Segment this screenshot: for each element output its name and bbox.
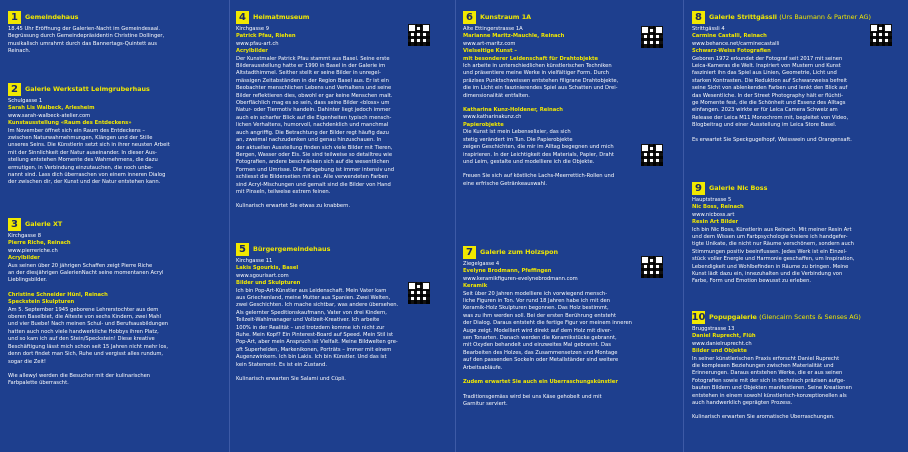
- venue-subtitle: (Urs Baumann & Partner AG): [779, 13, 871, 21]
- text-line: Augenzwinkern. Ich bin Lakis. Ich bin Künstler. Und das ist: [236, 354, 387, 361]
- highlight-line: Papierobjekte: [463, 121, 504, 128]
- text-line: sogar die Zeit!: [8, 358, 47, 365]
- text-line: Arbeitsabläufe.: [463, 364, 503, 371]
- section-number-badge: 10: [691, 311, 706, 323]
- text-line: an, zweimal nachzudenken und genau hinzuschauen. In: [236, 137, 382, 144]
- text-line: die im Licht ein faszinierendes Spiel aus Schatten und Drei-: [463, 85, 618, 92]
- text-line: und dem Wissen um Farbpsychologie kreiere ich handgefer-: [692, 234, 848, 241]
- text-line: Kulinarisch erwarten Sie Salami und Cüpli.: [236, 376, 346, 383]
- text-line: Beschäftigung lässt mich schon seit 15 Jahren nicht mehr los,: [8, 343, 168, 350]
- section-title: [25, 220, 62, 228]
- highlight-line: Acrylbilder: [236, 48, 268, 55]
- text-line: Freuen Sie sich auf köstliche Lachs-Meerrettich-Rollen und: [463, 173, 615, 180]
- text-line: schliesst die Bildersetien mit ein. Alle verwendeten Farben: [236, 174, 389, 181]
- venue-name: Kunstraum 1A: [480, 13, 532, 21]
- text-line: Kulinarisch erwarten Sie aromatische Überraschungen.: [692, 414, 835, 421]
- text-line: mit Pinseln, teilweise extrem feinen.: [236, 188, 331, 195]
- text-line: 100% in der Realität – und trotzdem komme ich nicht zur: [236, 324, 385, 331]
- qr-code: [639, 254, 665, 280]
- highlight-line: Daniel Ruprecht, Flüh: [692, 333, 756, 340]
- text-line: Die Kunst ist mein Lebenselixier, das sich: [463, 129, 571, 136]
- gallery-section: [692, 181, 902, 286]
- text-line: Kunst lädt dazu ein, innezuhalten und die Verbindung von: [692, 271, 843, 278]
- gallery-section: [692, 310, 902, 422]
- text-line: Schulgasse 1: [8, 98, 43, 104]
- venue-name: Heimatmuseum: [253, 13, 310, 21]
- text-line: Geboren 1972 erkundet der Fotograf seit 2017 mit seinen: [692, 55, 843, 62]
- highlight-line: Patrick Pfau, Riehen: [236, 33, 296, 40]
- text-line: Release der Leica M11 Monochrom mit, begleitet von Video,: [692, 114, 849, 121]
- text-line: Auge zeigt. Modelliert wird direkt auf dem Holz mit diver-: [463, 327, 612, 334]
- text-line: Oberflächlich mag es so sein, dass seine Bilder «bloss» um: [236, 100, 390, 107]
- text-line: Garnitur serviert.: [463, 400, 508, 407]
- highlight-line: Marianne Maritz-Mauchle, Reinach: [463, 33, 565, 40]
- text-line: Pop-Art, aber mein Anspruch ist Vielfalt. Meine Bildwelten gre-: [236, 339, 398, 346]
- text-line: Kirchgasse 8: [8, 233, 42, 239]
- text-line: denn dort findet man Sich, Ruhe und vergisst alles rundum,: [8, 351, 164, 358]
- section-title: [253, 245, 330, 253]
- text-line: und so kam ich auf den Stein/Speckstein! Diese kreative: [8, 336, 155, 343]
- text-line: Bilderausstellung hatte er 1990 in Basel in der Galerie im: [236, 63, 386, 70]
- text-line: www.pierreriche.ch: [8, 247, 58, 254]
- text-line: Fotografien, andere beschränken sich auf die wesentlichen: [236, 159, 390, 166]
- text-line: kein Statement. Es ist ein Zustand.: [236, 361, 327, 368]
- highlight-line: Bilder und Objekte: [692, 348, 747, 355]
- section-title: [480, 13, 531, 21]
- venue-name: Galerie Nic Boss: [709, 184, 768, 192]
- section-header: [8, 10, 218, 24]
- text-line: Reinach.: [8, 48, 31, 55]
- text-line: www.nicboss.art: [692, 211, 735, 218]
- venue-subtitle: (Glencairn Scents & Senses AG): [759, 313, 861, 321]
- text-line: Farbe, Form und Emotion bewusst zu erleben.: [692, 278, 812, 285]
- spacer: [463, 372, 673, 379]
- text-line: Ich arbeite in unterschiedlichen künstlerischen Techniken: [463, 63, 612, 70]
- text-line: auch handwerklich geprägten Prozess.: [692, 400, 793, 407]
- qr-code: [639, 142, 665, 168]
- section-header: [8, 82, 218, 96]
- text-line: Bruggstrasse 13: [692, 326, 735, 332]
- text-line: ge Momente fest, die die Schönheit und Essenz des Alltags: [692, 100, 846, 107]
- highlight-line: Pierre Riche, Reinach: [8, 240, 71, 247]
- text-line: Bergen, Wasser oder Eis. Sie sind teilweise so detailtreu wie: [236, 151, 393, 158]
- text-line: Leica-Kameras die Welt. Inspiriert von Mustern und Kunst: [692, 63, 841, 70]
- section-header: [692, 310, 902, 324]
- text-line: und vier Buebe! Nach meinen Schul- und Berufsausbildungen: [8, 321, 169, 328]
- highlight-line: Vielseitige Kunst –: [463, 48, 517, 55]
- text-line: sen Tonarten. Danach werden die Keramikstücke gebrannt,: [463, 335, 617, 342]
- highlight-line: Christine Schneider Hünl, Reinach: [8, 291, 108, 298]
- gallery-section: [236, 242, 446, 384]
- text-line: seine Sicht von ablenkenden Farben und lenkt den Blick auf: [692, 85, 848, 92]
- spacer: [8, 285, 218, 292]
- highlight-line: Speckstein Skulpturen: [8, 299, 75, 306]
- text-line: auch ein scharfer Blick auf die Eigenheiten typisch mensch-: [236, 114, 392, 121]
- highlight-line: Keramik: [463, 283, 488, 290]
- highlight-line: mit besonderer Leidenschaft für Drahtobjekte: [463, 55, 599, 62]
- highlight-line: Lakis Sgourkis, Basel: [236, 265, 299, 272]
- venue-name: Bürgergemeindehaus: [253, 245, 331, 253]
- text-line: Begrüssung durch Gemeindepräsidentin Christine Dollinger,: [8, 33, 165, 40]
- text-line: tigte Unikate, die nicht nur Räume verschönern, sondern auch: [692, 241, 854, 248]
- section-title: [253, 13, 309, 21]
- highlight-line: Evelyne Brodmann, Pfeffingen: [463, 268, 552, 275]
- text-line: www.katharinakunz.ch: [463, 114, 522, 121]
- text-line: www.pfau-art.ch: [236, 40, 279, 47]
- text-line: Kirchgasse 9: [236, 26, 270, 32]
- spacer: [236, 196, 446, 203]
- venue-name: Galerie XT: [25, 220, 63, 228]
- highlight-line: Schwarz-Weiss Fotografien: [692, 48, 771, 55]
- text-line: oberen Baselbiet, die Älteste von sechs Kindern, zwei Mahl: [8, 314, 161, 321]
- highlight-line: Bilder und Skulpturen: [236, 280, 301, 287]
- highlight-line: Nic Boss, Reinach: [692, 204, 744, 211]
- text-line: Formen und Umrisse. Die Farbgebung ist immer intensiv und: [236, 166, 395, 173]
- text-line: mit der Sinnlichkeit der Natur auseinander. In dieser Aus-: [8, 149, 157, 156]
- text-line: liche Figuren in Ton. Vor rund 18 Jahren habe ich mit den: [463, 298, 610, 305]
- text-line: Stimmungen positiv beeinflussen. Jedes Werk ist ein Einzel-: [692, 248, 847, 255]
- section-number-badge: 9: [692, 182, 705, 195]
- highlight-line: Kunstausstellung «Raum des Entdeckens»: [8, 120, 132, 127]
- text-line: die komplexen Beziehungen zwischen Materialität und: [692, 363, 834, 370]
- text-line: sind Acryl-Mischungen und gemalt sind die Bilder von Hand: [236, 181, 391, 188]
- text-line: Wie allewyl werden die Besucher mit der kulinarischen: [8, 372, 151, 379]
- text-line: nannt sind. Lass dich überraschen von einem inneren Dialog: [8, 172, 166, 179]
- section-title: [709, 184, 767, 192]
- text-line: Im November öffnet sich ein Raum des Entdeckens –: [8, 127, 145, 134]
- highlight-line: Zudem erwartet Sie auch ein Überraschungskünstler: [463, 379, 618, 386]
- text-line: Hauptstrasse 5: [692, 197, 732, 203]
- text-line: entstehen in einem sowohl künstlerisch-konzeptionellen als: [692, 392, 847, 399]
- text-line: auf den passenden Sockeln oder Metallständer sind weitere: [463, 357, 619, 364]
- section-number-badge: 7: [463, 246, 476, 259]
- text-line: unseres Seins. Die Künstlerin setzt sich in ihrer neusten Arbeit: [8, 142, 170, 149]
- text-line: auch angriffig. Die Betrachtung der Bilder regt häufig dazu: [236, 129, 389, 136]
- text-line: Es erwartet Sie Speckgugelhopf, Weisswein und Orangensaft.: [692, 136, 852, 143]
- text-line: Erinnerungen. Daraus entstehen Werke, die er aus seinen: [692, 370, 843, 377]
- spacer: [463, 100, 673, 107]
- column-divider: [455, 0, 456, 452]
- venue-name: Galerie Strittgässli: [709, 13, 777, 21]
- text-line: der zwischen dir, der Kunst und der Natur entstehen kann.: [8, 179, 161, 186]
- text-line: stetig verändert im Tun. Die Papierobjekte: [463, 136, 573, 143]
- highlight-line: Carmine Castalli, Reinach: [692, 33, 767, 40]
- text-line: oft Superhelden, Markenikonen, Porträts – immer mit einem: [236, 346, 392, 353]
- text-line: mässigen Zeitabständen in der Region Basel aus. Er ist ein: [236, 77, 389, 84]
- qr-code: [406, 280, 432, 306]
- text-line: zwischen Naturwahrnehmungen, Klängen und der Stille: [8, 135, 153, 142]
- text-line: Keramik-Holz Skulpturen begonnen. Das Holz bestimmt,: [463, 305, 609, 312]
- text-line: Lieblingsbilder.: [8, 277, 47, 284]
- text-line: an der diesjährigen GalerienNacht seine momentanen Acryl: [8, 270, 164, 277]
- section-number-badge: 4: [236, 11, 249, 24]
- text-line: das Wesentliche. In der Street Photography hält er flüchti-: [692, 92, 844, 99]
- section-number-badge: 2: [8, 83, 21, 96]
- section-title: [480, 248, 558, 256]
- text-line: Strittgässli 4: [692, 26, 725, 32]
- text-line: Natur- oder Tiermotiv handeln. Dahinter liegt jedoch immer: [236, 107, 391, 114]
- text-line: und Leim, gestalte und modelliere ich die Objekte.: [463, 158, 595, 165]
- section-number-badge: 5: [236, 243, 249, 256]
- spacer: [692, 130, 902, 137]
- qr-code: [868, 22, 894, 48]
- text-line: aus Griechenland, meine Mutter aus Spanien. Zwei Welten,: [236, 295, 391, 302]
- section-title: [25, 13, 78, 21]
- section-number-badge: 6: [463, 11, 476, 24]
- gallery-section: [8, 10, 218, 56]
- text-line: zeigen Geschichten, die mir im Alltag begegnen und mich: [463, 144, 614, 151]
- text-line: Beobachter menschlichen Lebens und Verhaltens und seine: [236, 85, 392, 92]
- text-line: www.keramikfiguren-evelynebrodmann.com: [463, 275, 578, 282]
- section-header: [463, 10, 673, 24]
- text-line: Kirchgasse 11: [236, 258, 273, 264]
- text-line: www.danielruprecht.ch: [692, 340, 752, 347]
- text-line: 18.45 Uhr Eröffnung der Galerien-Nacht im Gemeindesaal.: [8, 26, 161, 32]
- text-line: zwei Geschichten. Ich mache sichtbar, was andere übersehen.: [236, 302, 399, 309]
- text-line: mit Oxyden behandelt und einzweites Mal gebrannt. Das: [463, 342, 611, 349]
- venue-name: Galerie Werkstatt Leimgruberhaus: [25, 85, 150, 93]
- text-line: der Dialog. Daraus entsteht die fertige Figur vor meinem inneren: [463, 320, 632, 327]
- text-line: www.art-maritz.com: [463, 40, 516, 47]
- section-title: [709, 313, 861, 321]
- text-line: Farbpalette überrascht.: [8, 380, 69, 387]
- text-line: Fotografien sowie mit der sich in technisch präzisen aufge-: [692, 377, 846, 384]
- highlight-line: Katharina Kunz-Holdener, Reinach: [463, 107, 563, 114]
- spacer: [692, 407, 902, 414]
- section-header: [692, 181, 902, 195]
- text-line: lichen Verhaltens, humorvoll, nachdenklich und manchmal: [236, 122, 389, 129]
- text-line: Aus seinen über 20 jährigen Schaffen zeigt Pierre Riche: [8, 262, 153, 269]
- text-line: www.sarah-walbeck-atelier.com: [8, 112, 91, 119]
- spacer: [8, 366, 218, 373]
- text-line: Traditionsgemäss wird bei uns Käse gehobelt und mit: [463, 393, 602, 400]
- text-line: www.behance.net/carminecastalli: [692, 40, 780, 47]
- text-line: inspirieren. In der Leichtigkeit des Materials, Papier, Draht: [463, 151, 614, 158]
- venue-name: Gemeindehaus: [25, 13, 79, 21]
- text-line: der aktuellen Ausstellung finden sich viele Bilder mit Tieren,: [236, 144, 393, 151]
- text-line: Teilzeit-Wahlmanager und Vollzeit-Kreativer. Ich arbeite: [236, 317, 380, 324]
- text-line: Als gelernter Speditionskaufmann, Vater von drei Kindern,: [236, 309, 387, 316]
- text-line: Der Kunstmaler Patrick Pfau stammt aus Basel. Seine erste: [236, 55, 390, 62]
- text-line: präzises Punktschweissen entstehen filigrane Drahtobjekte,: [463, 77, 619, 84]
- text-line: Lebendigkeit und Wohlbefinden in Räume zu bringen. Meine: [692, 263, 849, 270]
- section-number-badge: 1: [8, 11, 21, 24]
- highlight-line: Acrylbilder: [8, 255, 40, 262]
- text-line: stellung entstehen Momente des Wahrnehmens, die dazu: [8, 157, 158, 164]
- text-line: Ich bin Pop-Art-Künstler aus Leidenschaft. Mein Vater kam: [236, 287, 387, 294]
- text-line: eine erfrische Getränkeauswahl.: [463, 180, 547, 187]
- text-line: Ziegelgasse 4: [463, 261, 500, 267]
- text-line: Bearbeiten des Holzes, das Zusammensetzen und Montage: [463, 349, 618, 356]
- text-line: hatten auch noch viele handwerkliche Hobbys ihren Platz,: [8, 328, 159, 335]
- spacer: [463, 387, 673, 394]
- text-line: ermutigen, in Verbindung einzutauchen, die noch unbe-: [8, 164, 153, 171]
- text-line: was zu ihm werden soll. Bei der ersten Berührung entsteht: [463, 312, 616, 319]
- section-header: [8, 217, 218, 231]
- text-line: Kulinarisch erwartet Sie etwas zu knabbern.: [236, 203, 351, 210]
- section-number-badge: 3: [8, 218, 21, 231]
- text-line: einfangen. 2023 wirkte er für Leica Camera Schweiz am: [692, 107, 838, 114]
- text-line: Seit über 20 Jahren modelliere ich vorwiegend mensch-: [463, 290, 608, 297]
- text-line: dimensionalität entfalten.: [463, 92, 530, 99]
- text-line: Blogbeitrag und einer Ausstellung im Leica Store Basel.: [692, 122, 837, 129]
- venue-name: Galerie zum Holzspon: [480, 248, 559, 256]
- highlight-line: Resin Art Bilder: [692, 219, 739, 226]
- qr-code: [639, 24, 665, 50]
- text-line: musikalisch umrahmt durch das Bannertags-Quintett aus: [8, 40, 157, 47]
- gallery-section: [8, 82, 218, 187]
- text-line: Alte Ettingerstrasse 1A: [463, 26, 523, 32]
- text-line: stück voller Energie und Harmonie geschaffen, um Inspiration,: [692, 256, 855, 263]
- section-title: [25, 85, 150, 93]
- highlight-line: Sarah Lis Walbeck, Arlesheim: [8, 105, 95, 112]
- text-line: und präsentiere meine Werke in vielfältiger Form. Durch: [463, 70, 609, 77]
- qr-code: [406, 22, 432, 48]
- gallery-section: [8, 217, 218, 388]
- section-number-badge: 8: [692, 11, 705, 24]
- section-header: [236, 242, 446, 256]
- text-line: In seiner künstlerischen Praxis erforscht Daniel Ruprecht: [692, 355, 840, 362]
- section-title: [709, 13, 871, 21]
- text-line: Ich bin Nic Boss, Künstlerin aus Reinach. Mit meiner Resin Art: [692, 226, 852, 233]
- text-line: Altstadthimmel. Seither stellt er seine Bilder in unregel-: [236, 70, 381, 77]
- text-line: Bilder reflektieren dies, obwohl er gar keine Menschen malt.: [236, 92, 393, 99]
- text-line: Ruhe. Mein Kopf? Ein Pinterest-Board auf Speed. Mein Stil ist: [236, 332, 394, 339]
- text-line: fasziniert ihn das Spiel aus Linien, Geometrie, Licht und: [692, 70, 837, 77]
- text-line: www.sgourisart.com: [236, 272, 289, 279]
- text-line: bauten Bildern und Objekten manifestieren. Seine Kreationen: [692, 385, 852, 392]
- column-divider: [229, 0, 230, 452]
- text-line: Am 5. September 1945 geborene Lehrerstochter aus dem: [8, 306, 159, 313]
- venue-name: Popupgalerie: [709, 313, 757, 321]
- spacer: [236, 369, 446, 376]
- column-divider: [683, 0, 684, 452]
- text-line: starken Kontrasten. Die Reduktion auf Schwarzweiss befreit: [692, 77, 848, 84]
